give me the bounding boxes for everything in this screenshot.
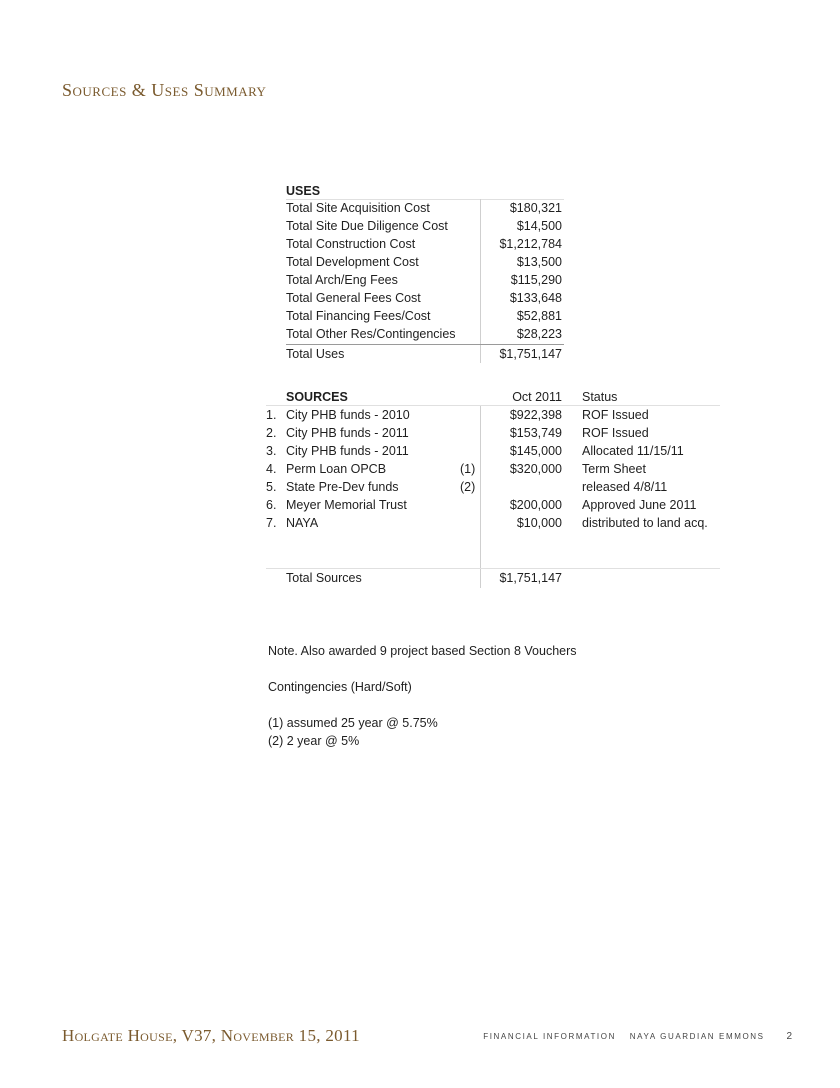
sources-row-name: Perm Loan OPCB <box>286 462 387 476</box>
footer-title: Holgate House, V37, November 15, 2011 <box>62 1026 360 1045</box>
sources-row-status: Term Sheet <box>582 462 646 476</box>
sources-row-number: 7. <box>266 516 277 530</box>
note-vouchers: Note. Also awarded 9 project based Section 8 Vouchers <box>268 644 577 658</box>
sources-row-status: ROF Issued <box>582 408 649 422</box>
sources-total-row <box>266 568 720 587</box>
uses-row-label: Total Development Cost <box>286 255 419 269</box>
sources-row <box>266 478 720 496</box>
sources-row-name: City PHB funds - 2011 <box>286 426 409 440</box>
sources-row <box>266 460 720 478</box>
sources-row-number: 6. <box>266 498 277 512</box>
sources-row-footnote-ref: (2) <box>460 480 476 494</box>
uses-row-amount: $115,290 <box>510 273 562 287</box>
uses-total-amount: $1,751,147 <box>499 347 562 361</box>
uses-row-label: Total Other Res/Contingencies <box>286 327 456 341</box>
sources-row-amount: $922,398 <box>509 408 562 422</box>
uses-row <box>286 199 564 217</box>
sources-row-amount: $10,000 <box>516 516 562 530</box>
sources-row-name: City PHB funds - 2010 <box>286 408 410 422</box>
sources-row-name: Meyer Memorial Trust <box>286 498 407 512</box>
sources-row-number: 1. <box>266 408 277 422</box>
sources-amount-header: Oct 2011 <box>512 390 562 404</box>
uses-row-amount: $133,648 <box>509 291 562 305</box>
sources-row <box>266 406 720 424</box>
sources-row-number: 3. <box>266 444 277 458</box>
footnote-2: (2) 2 year @ 5% <box>268 734 360 748</box>
uses-row <box>286 307 564 325</box>
uses-row-amount: $14,500 <box>516 219 562 233</box>
sources-row-amount: $153,749 <box>509 426 562 440</box>
sources-row-status: Allocated 11/15/11 <box>582 444 684 458</box>
sources-total-amount: $1,751,147 <box>499 571 562 585</box>
sources-row-amount: $145,000 <box>509 444 562 458</box>
uses-row-label: Total Financing Fees/Cost <box>286 309 431 323</box>
sources-row-amount: $320,000 <box>509 462 562 476</box>
sources-row-footnote-ref: (1) <box>460 462 476 476</box>
footnote-1: (1) assumed 25 year @ 5.75% <box>268 716 438 730</box>
page-title: Sources & Uses Summary <box>62 80 267 100</box>
uses-row <box>286 289 564 307</box>
sources-row <box>266 496 720 514</box>
sources-header-row <box>266 389 720 406</box>
uses-table <box>286 183 564 363</box>
uses-row-amount: $52,881 <box>516 309 562 323</box>
sources-row-amount: $200,000 <box>509 498 562 512</box>
sources-row-number: 5. <box>266 480 277 494</box>
sources-row-name: City PHB funds - 2011 <box>286 444 409 458</box>
sources-total-label: Total Sources <box>286 571 362 585</box>
sources-row-number: 4. <box>266 462 277 476</box>
uses-row <box>286 235 564 253</box>
footer-meta <box>473 1031 792 1042</box>
uses-row-label: Total Arch/Eng Fees <box>286 273 398 287</box>
uses-row-amount: $1,212,784 <box>499 237 562 251</box>
sources-row-status: distributed to land acq. <box>582 516 708 530</box>
uses-row <box>286 325 564 343</box>
uses-row-label: Total Site Acquisition Cost <box>286 201 430 215</box>
uses-row-label: Total Construction Cost <box>286 237 416 251</box>
note-contingencies: Contingencies (Hard/Soft) <box>268 680 412 694</box>
sources-row <box>266 442 720 460</box>
sources-row-status: ROF Issued <box>582 426 649 440</box>
sources-status-header: Status <box>582 390 618 404</box>
uses-heading: USES <box>286 184 321 198</box>
uses-row-label: Total General Fees Cost <box>286 291 421 305</box>
uses-total-label: Total Uses <box>286 347 345 361</box>
sources-row-number: 2. <box>266 426 277 440</box>
sources-row-status: released 4/8/11 <box>582 480 668 494</box>
uses-total-row <box>286 344 564 363</box>
uses-row-amount: $13,500 <box>516 255 562 269</box>
sources-row-status: Approved June 2011 <box>582 498 697 512</box>
sources-row-name: State Pre-Dev funds <box>286 480 399 494</box>
page-number: 2 <box>786 1031 792 1042</box>
sources-row <box>266 514 720 532</box>
uses-row <box>286 253 564 271</box>
uses-row <box>286 271 564 289</box>
uses-row-label: Total Site Due Diligence Cost <box>286 219 448 233</box>
sources-row-name: NAYA <box>286 516 319 530</box>
notes-block <box>268 642 577 750</box>
uses-row <box>286 217 564 235</box>
footer-section: FINANCIAL INFORMATION <box>483 1032 616 1041</box>
sources-row <box>266 424 720 442</box>
uses-row-amount: $28,223 <box>516 327 562 341</box>
uses-row-amount: $180,321 <box>509 201 562 215</box>
footer-org: NAYA GUARDIAN EMMONS <box>629 1032 765 1041</box>
sources-heading: SOURCES <box>286 390 348 404</box>
sources-table <box>266 389 720 587</box>
